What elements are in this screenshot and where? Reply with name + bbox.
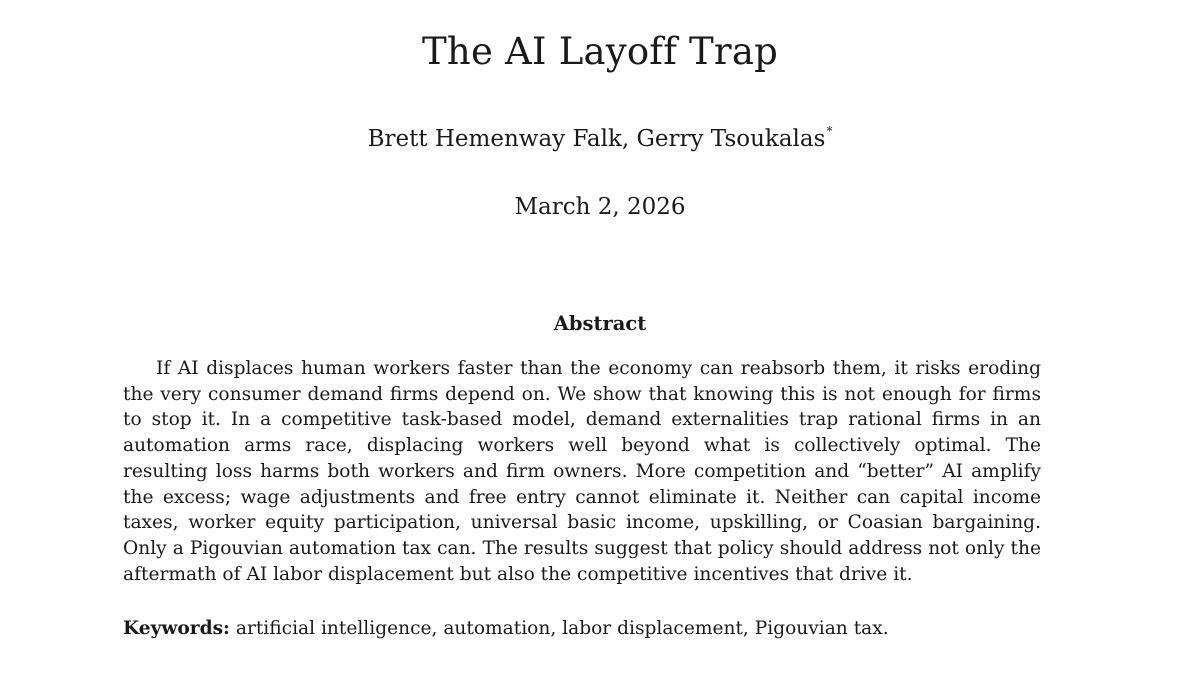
paper-authors — [0, 126, 1200, 152]
paper-title: The AI Layoff Trap — [422, 30, 778, 73]
author-footnote-mark: * — [826, 124, 833, 138]
paper-date: March 2, 2026 — [514, 194, 686, 220]
keywords-label: Keywords: — [123, 618, 230, 639]
author-names: Brett Hemenway Falk, Gerry Tsoukalas — [367, 126, 826, 152]
abstract-heading: Abstract — [553, 312, 647, 335]
abstract-text: If AI displaces human workers faster than the economy can reabsorb them, it risks eroding the very consumer demand firms depend on. We show that knowing this is not enough for firms to stop it. In a competitive task-based model, demand externalities trap rational firms in an automation arms race, displacing workers well beyond what is collectively optimal. The resulting loss harms both workers and firm owners. More competition and “better” AI amplify the excess; wage adjustments and free entry cannot eliminate it. Neither can capital income taxes, worker equity participation, universal basic income, upskilling, or Coasian bargaining. Only a Pigouvian automation tax can. The results suggest that policy should address not only the aftermath of AI labor displacement but also the competitive incentives that drive it. — [123, 358, 1041, 585]
keywords-text: artificial intelligence, automation, labor displacement, Pigouvian tax. — [235, 618, 889, 639]
keywords-line — [123, 616, 1041, 642]
